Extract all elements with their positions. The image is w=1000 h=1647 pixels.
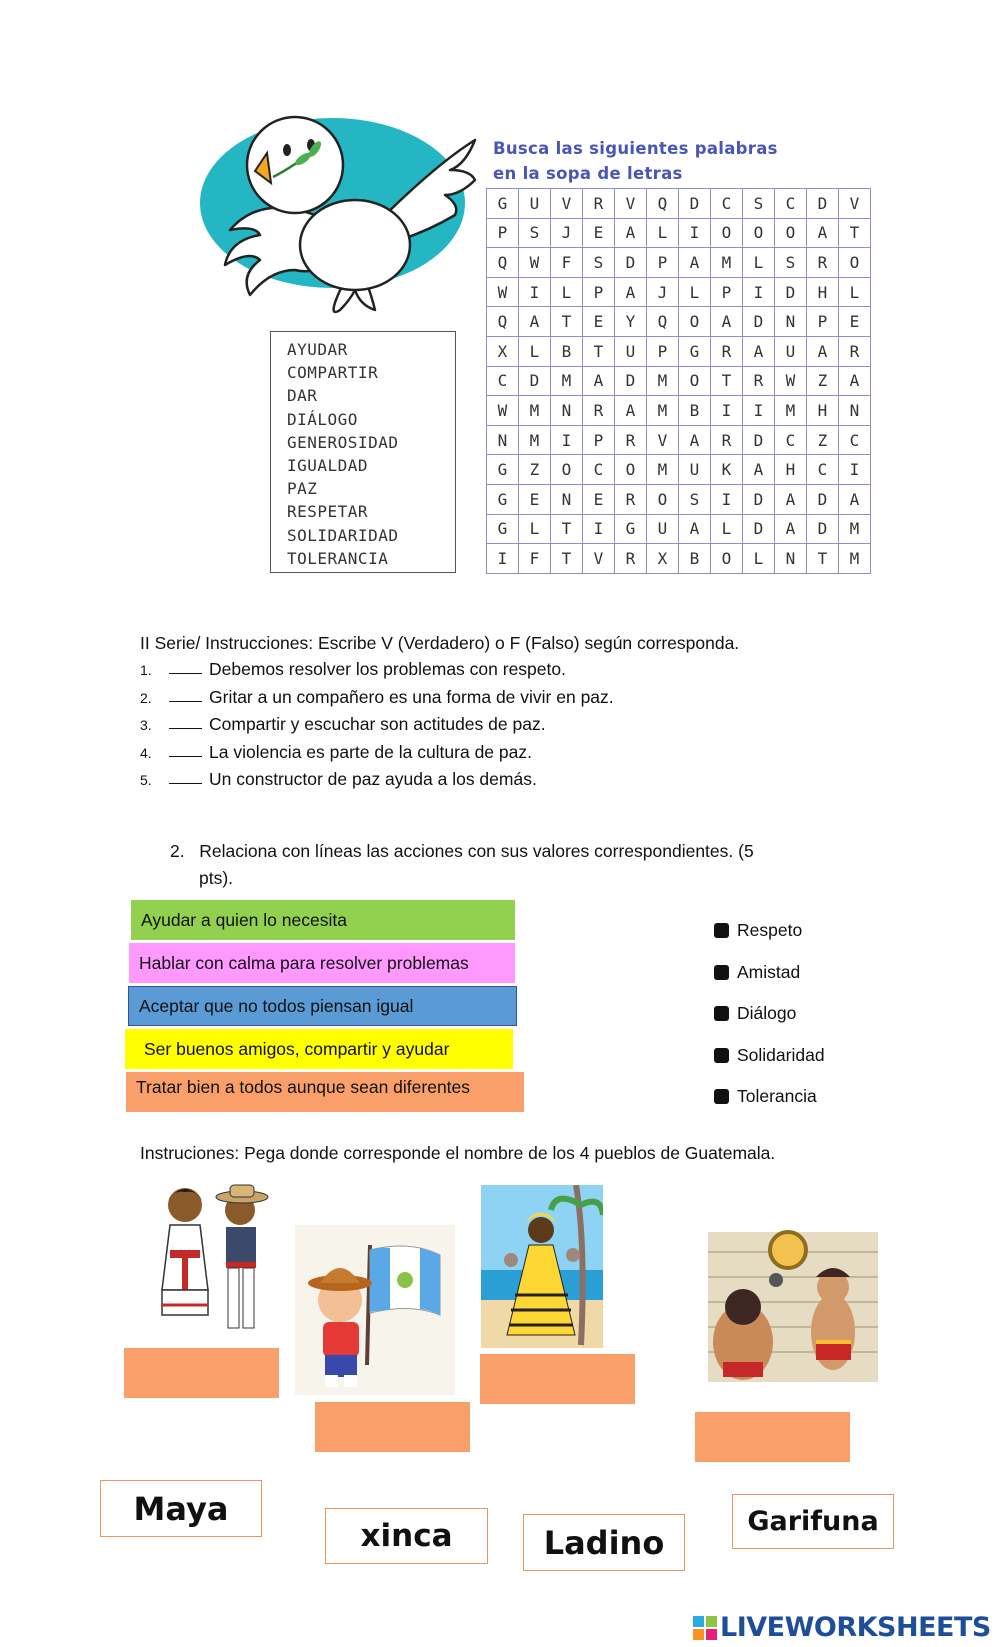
word-list-item: PAZ: [287, 479, 318, 499]
name-box-xinca[interactable]: [325, 1508, 488, 1564]
grid-cell[interactable]: D: [743, 484, 775, 514]
grid-cell[interactable]: A: [743, 336, 775, 366]
grid-cell[interactable]: V: [583, 544, 615, 574]
grid-cell[interactable]: F: [519, 544, 551, 574]
grid-cell[interactable]: I: [551, 425, 583, 455]
grid-cell[interactable]: U: [647, 514, 679, 544]
grid-cell[interactable]: L: [679, 277, 711, 307]
answer-blank[interactable]: [169, 769, 202, 784]
tf-item-text: Debemos resolver los problemas con respeto.: [209, 659, 566, 680]
grid-cell[interactable]: O: [615, 455, 647, 485]
grid-cell[interactable]: U: [519, 189, 551, 219]
value-label: Solidaridad: [737, 1044, 825, 1065]
paste-slot-1[interactable]: [124, 1348, 279, 1398]
grid-cell[interactable]: E: [583, 484, 615, 514]
grid-cell[interactable]: R: [583, 396, 615, 426]
grid-cell[interactable]: V: [647, 425, 679, 455]
grid-cell[interactable]: A: [583, 366, 615, 396]
logo-text: LIVEWORKSHEETS: [720, 1612, 991, 1643]
grid-cell[interactable]: V: [615, 189, 647, 219]
answer-blank[interactable]: [169, 714, 202, 729]
grid-cell[interactable]: G: [487, 484, 519, 514]
grid-cell[interactable]: D: [807, 189, 839, 219]
garifuna-woman-illustration: [481, 1185, 603, 1348]
paste-slot-3[interactable]: [480, 1354, 635, 1404]
grid-cell[interactable]: X: [647, 544, 679, 574]
grid-cell[interactable]: I: [679, 218, 711, 248]
section-number: 2.: [170, 841, 185, 861]
value-item[interactable]: [714, 1035, 825, 1077]
matching-instruction-line2: pts).: [199, 868, 234, 888]
grid-cell[interactable]: I: [743, 396, 775, 426]
grid-cell[interactable]: A: [615, 396, 647, 426]
grid-cell[interactable]: W: [487, 396, 519, 426]
grid-cell[interactable]: T: [551, 307, 583, 337]
grid-cell[interactable]: U: [679, 455, 711, 485]
serie-instruction: II Serie/ Instrucciones: Escribe V (Verdadero) o F (Falso) según corresponda.: [140, 633, 740, 653]
name-box-maya[interactable]: [100, 1480, 262, 1537]
bullet-icon: [714, 923, 729, 938]
grid-cell[interactable]: Z: [807, 366, 839, 396]
grid-cell[interactable]: O: [679, 366, 711, 396]
true-false-section: [140, 630, 739, 793]
grid-cell[interactable]: A: [711, 307, 743, 337]
grid-cell[interactable]: D: [775, 277, 807, 307]
grid-cell[interactable]: D: [743, 425, 775, 455]
grid-cell[interactable]: Q: [487, 248, 519, 278]
boy-with-flag-illustration: [295, 1225, 455, 1395]
tf-item-text: Gritar a un compañero es una forma de vivir en paz.: [209, 686, 614, 707]
grid-cell[interactable]: I: [743, 277, 775, 307]
grid-cell[interactable]: A: [679, 425, 711, 455]
grid-cell[interactable]: E: [519, 484, 551, 514]
grid-cell[interactable]: R: [711, 425, 743, 455]
grid-cell[interactable]: R: [743, 366, 775, 396]
grid-cell[interactable]: A: [615, 218, 647, 248]
tf-item-text: Un constructor de paz ayuda a los demás.: [209, 769, 537, 790]
grid-cell[interactable]: I: [519, 277, 551, 307]
wordsearch-title-line1: Busca las siguientes palabras: [493, 139, 778, 158]
grid-cell[interactable]: O: [679, 307, 711, 337]
grid-row: [487, 484, 871, 514]
grid-cell[interactable]: G: [615, 514, 647, 544]
action-box-5[interactable]: [126, 1072, 524, 1112]
grid-cell[interactable]: O: [551, 455, 583, 485]
grid-cell[interactable]: N: [551, 396, 583, 426]
grid-cell[interactable]: T: [807, 544, 839, 574]
grid-row: [487, 514, 871, 544]
grid-cell[interactable]: P: [583, 425, 615, 455]
grid-cell[interactable]: W: [775, 366, 807, 396]
grid-cell[interactable]: E: [839, 307, 871, 337]
grid-cell[interactable]: W: [487, 277, 519, 307]
grid-cell[interactable]: J: [647, 277, 679, 307]
grid-cell[interactable]: P: [807, 307, 839, 337]
grid-row: [487, 396, 871, 426]
grid-cell[interactable]: M: [711, 248, 743, 278]
grid-cell[interactable]: V: [551, 189, 583, 219]
values-list: [714, 910, 825, 1118]
grid-cell[interactable]: O: [839, 248, 871, 278]
grid-cell[interactable]: A: [615, 277, 647, 307]
grid-cell[interactable]: R: [711, 336, 743, 366]
grid-cell[interactable]: O: [647, 484, 679, 514]
grid-cell[interactable]: V: [839, 189, 871, 219]
grid-cell[interactable]: O: [711, 218, 743, 248]
word-list-item: IGUALDAD: [287, 456, 369, 476]
grid-cell[interactable]: M: [647, 455, 679, 485]
grid-cell[interactable]: H: [807, 277, 839, 307]
grid-row: [487, 307, 871, 337]
grid-cell[interactable]: D: [743, 514, 775, 544]
grid-cell[interactable]: L: [743, 248, 775, 278]
grid-cell[interactable]: H: [807, 396, 839, 426]
grid-cell[interactable]: G: [487, 514, 519, 544]
action-text: Ayudar a quien lo necesita: [141, 909, 347, 930]
grid-cell[interactable]: O: [711, 544, 743, 574]
wordsearch-title-line2: en la sopa de letras: [493, 164, 683, 183]
bullet-icon: [714, 1006, 729, 1021]
grid-row: [487, 366, 871, 396]
grid-cell[interactable]: S: [743, 189, 775, 219]
grid-cell[interactable]: N: [775, 544, 807, 574]
grid-cell[interactable]: Y: [615, 307, 647, 337]
grid-cell[interactable]: M: [839, 514, 871, 544]
grid-cell[interactable]: D: [807, 514, 839, 544]
grid-cell[interactable]: G: [487, 455, 519, 485]
grid-cell[interactable]: I: [487, 544, 519, 574]
grid-cell[interactable]: I: [839, 455, 871, 485]
grid-row: [487, 425, 871, 455]
grid-cell[interactable]: A: [807, 336, 839, 366]
grid-row: [487, 277, 871, 307]
grid-cell[interactable]: P: [583, 277, 615, 307]
word-list-item: GENEROSIDAD: [287, 432, 399, 452]
grid-cell[interactable]: U: [615, 336, 647, 366]
grid-cell[interactable]: O: [775, 218, 807, 248]
value-item[interactable]: [714, 910, 825, 952]
name-label: Maya: [133, 1489, 229, 1528]
grid-cell[interactable]: L: [519, 336, 551, 366]
grid-cell[interactable]: A: [839, 484, 871, 514]
name-box-garifuna[interactable]: [732, 1494, 894, 1549]
grid-cell[interactable]: D: [679, 189, 711, 219]
grid-cell[interactable]: M: [519, 396, 551, 426]
grid-cell[interactable]: I: [711, 396, 743, 426]
grid-cell[interactable]: P: [711, 277, 743, 307]
value-item[interactable]: [714, 993, 825, 1035]
grid-cell[interactable]: N: [775, 307, 807, 337]
grid-cell[interactable]: A: [679, 514, 711, 544]
grid-cell[interactable]: M: [775, 396, 807, 426]
grid-cell[interactable]: M: [519, 425, 551, 455]
word-list-box: [270, 331, 456, 573]
grid-cell[interactable]: A: [775, 514, 807, 544]
grid-cell[interactable]: R: [583, 189, 615, 219]
grid-cell[interactable]: G: [487, 189, 519, 219]
grid-cell[interactable]: A: [519, 307, 551, 337]
grid-cell[interactable]: L: [711, 514, 743, 544]
grid-cell[interactable]: S: [775, 248, 807, 278]
liveworksheets-logo: [693, 1612, 991, 1643]
grid-cell[interactable]: C: [711, 189, 743, 219]
answer-blank[interactable]: [169, 742, 202, 757]
grid-cell[interactable]: D: [615, 366, 647, 396]
grid-cell[interactable]: L: [647, 218, 679, 248]
grid-cell[interactable]: T: [711, 366, 743, 396]
value-item[interactable]: [714, 952, 825, 994]
grid-cell[interactable]: A: [679, 248, 711, 278]
peoples-instruction: Instruciones: Pega donde corresponde el nombre de los 4 pueblos de Guatemala.: [140, 1143, 776, 1163]
ball-game-illustration: [688, 1222, 883, 1402]
grid-cell[interactable]: L: [519, 514, 551, 544]
grid-cell[interactable]: N: [839, 396, 871, 426]
grid-cell[interactable]: E: [583, 307, 615, 337]
grid-cell[interactable]: I: [583, 514, 615, 544]
grid-cell[interactable]: F: [551, 248, 583, 278]
word-list-item: AYUDAR: [287, 340, 348, 359]
grid-cell[interactable]: Q: [647, 189, 679, 219]
action-box-2[interactable]: [129, 943, 515, 983]
action-box-1[interactable]: [131, 900, 515, 940]
grid-row: [487, 455, 871, 485]
action-box-3[interactable]: [128, 986, 517, 1026]
tf-item: [140, 711, 739, 738]
tf-item-text: Compartir y escuchar son actitudes de paz.: [209, 714, 546, 735]
word-list-item: RESPETAR: [287, 502, 369, 522]
grid-cell[interactable]: B: [679, 544, 711, 574]
word-list-item: SOLIDARIDAD: [287, 525, 399, 545]
grid-cell[interactable]: C: [775, 425, 807, 455]
grid-cell[interactable]: R: [615, 544, 647, 574]
grid-cell[interactable]: D: [807, 484, 839, 514]
value-label: Amistad: [737, 961, 801, 982]
grid-cell[interactable]: R: [807, 248, 839, 278]
grid-cell[interactable]: S: [519, 218, 551, 248]
maya-couple-illustration: [140, 1180, 280, 1340]
grid-cell[interactable]: D: [743, 307, 775, 337]
word-list-item: TOLERANCIA: [287, 548, 389, 568]
grid-cell[interactable]: Q: [647, 307, 679, 337]
word-list-item: DAR: [287, 386, 318, 406]
grid-cell[interactable]: I: [711, 484, 743, 514]
grid-cell[interactable]: A: [807, 218, 839, 248]
word-list-item: DIÁLOGO: [287, 409, 358, 429]
bullet-icon: [714, 965, 729, 980]
grid-cell[interactable]: N: [487, 425, 519, 455]
grid-cell[interactable]: A: [743, 455, 775, 485]
bullet-icon: [714, 1089, 729, 1104]
grid-row: [487, 544, 871, 574]
grid-cell[interactable]: M: [647, 366, 679, 396]
paste-slot-2[interactable]: [315, 1402, 470, 1452]
grid-cell[interactable]: A: [775, 484, 807, 514]
tf-item-number: 4.: [140, 744, 152, 761]
grid-cell[interactable]: M: [839, 544, 871, 574]
action-box-4[interactable]: [125, 1029, 513, 1069]
grid-cell[interactable]: M: [647, 396, 679, 426]
action-text: Aceptar que no todos piensan igual: [139, 995, 414, 1016]
answer-blank[interactable]: [169, 659, 202, 674]
grid-cell[interactable]: L: [743, 544, 775, 574]
grid-cell[interactable]: L: [839, 277, 871, 307]
grid-cell[interactable]: C: [775, 189, 807, 219]
value-item[interactable]: [714, 1076, 825, 1118]
grid-cell[interactable]: T: [551, 514, 583, 544]
grid-cell[interactable]: T: [583, 336, 615, 366]
grid-row: [487, 248, 871, 278]
liveworksheets-logo-icon: [693, 1616, 717, 1640]
name-label: xinca: [360, 1518, 453, 1554]
grid-cell[interactable]: C: [487, 366, 519, 396]
grid-cell[interactable]: P: [647, 336, 679, 366]
grid-cell[interactable]: R: [615, 425, 647, 455]
value-label: Respeto: [737, 920, 803, 941]
grid-cell[interactable]: Z: [519, 455, 551, 485]
grid-cell[interactable]: C: [583, 455, 615, 485]
tf-item-number: 2.: [140, 689, 152, 706]
grid-cell[interactable]: Q: [487, 307, 519, 337]
grid-cell[interactable]: P: [487, 218, 519, 248]
grid-cell[interactable]: W: [519, 248, 551, 278]
grid-cell[interactable]: B: [679, 396, 711, 426]
grid-cell[interactable]: L: [551, 277, 583, 307]
wordsearch-title: [493, 136, 778, 186]
grid-cell[interactable]: X: [487, 336, 519, 366]
grid-cell[interactable]: H: [775, 455, 807, 485]
tf-item: [140, 684, 739, 711]
grid-cell[interactable]: D: [615, 248, 647, 278]
grid-cell[interactable]: D: [519, 366, 551, 396]
grid-cell[interactable]: T: [551, 544, 583, 574]
grid-cell[interactable]: R: [615, 484, 647, 514]
action-text: Hablar con calma para resolver problemas: [139, 952, 469, 973]
grid-cell[interactable]: J: [551, 218, 583, 248]
word-list-item: COMPARTIR: [287, 363, 379, 383]
grid-cell[interactable]: O: [743, 218, 775, 248]
peace-dove-illustration: [195, 95, 495, 315]
tf-item-number: 1.: [140, 662, 152, 679]
name-label: Garifuna: [747, 1506, 879, 1537]
tf-item: [140, 739, 739, 766]
tf-item-number: 3.: [140, 717, 152, 734]
tf-item-number: 5.: [140, 772, 152, 789]
value-label: Tolerancia: [737, 1086, 817, 1107]
grid-cell[interactable]: M: [551, 366, 583, 396]
matching-instruction: [170, 838, 754, 892]
grid-cell[interactable]: N: [551, 484, 583, 514]
grid-cell[interactable]: Z: [807, 425, 839, 455]
letter-grid: [486, 188, 871, 574]
grid-cell[interactable]: U: [775, 336, 807, 366]
grid-cell[interactable]: S: [679, 484, 711, 514]
grid-cell[interactable]: R: [839, 336, 871, 366]
action-text: Ser buenos amigos, compartir y ayudar: [144, 1038, 450, 1059]
grid-row: [487, 218, 871, 248]
paste-slot-4[interactable]: [695, 1412, 850, 1462]
grid-cell[interactable]: E: [583, 218, 615, 248]
name-box-ladino[interactable]: [523, 1514, 685, 1571]
bullet-icon: [714, 1048, 729, 1063]
action-text: Tratar bien a todos aunque sean diferentes: [136, 1077, 471, 1097]
grid-cell[interactable]: K: [711, 455, 743, 485]
grid-cell[interactable]: C: [807, 455, 839, 485]
tf-item-text: La violencia es parte de la cultura de paz.: [209, 741, 532, 762]
value-label: Diálogo: [737, 1003, 797, 1024]
grid-cell[interactable]: B: [551, 336, 583, 366]
grid-cell[interactable]: G: [679, 336, 711, 366]
tf-item: [140, 766, 739, 793]
grid-row: [487, 336, 871, 366]
answer-blank[interactable]: [169, 687, 202, 702]
tf-item: [140, 656, 739, 683]
grid-row: [487, 189, 871, 219]
grid-cell[interactable]: T: [839, 218, 871, 248]
grid-cell[interactable]: A: [839, 366, 871, 396]
grid-cell[interactable]: S: [583, 248, 615, 278]
grid-cell[interactable]: C: [839, 425, 871, 455]
name-label: Ladino: [543, 1523, 665, 1562]
matching-instruction-line1: Relaciona con líneas las acciones con sus valores correspondientes. (5: [199, 841, 754, 861]
grid-cell[interactable]: P: [647, 248, 679, 278]
